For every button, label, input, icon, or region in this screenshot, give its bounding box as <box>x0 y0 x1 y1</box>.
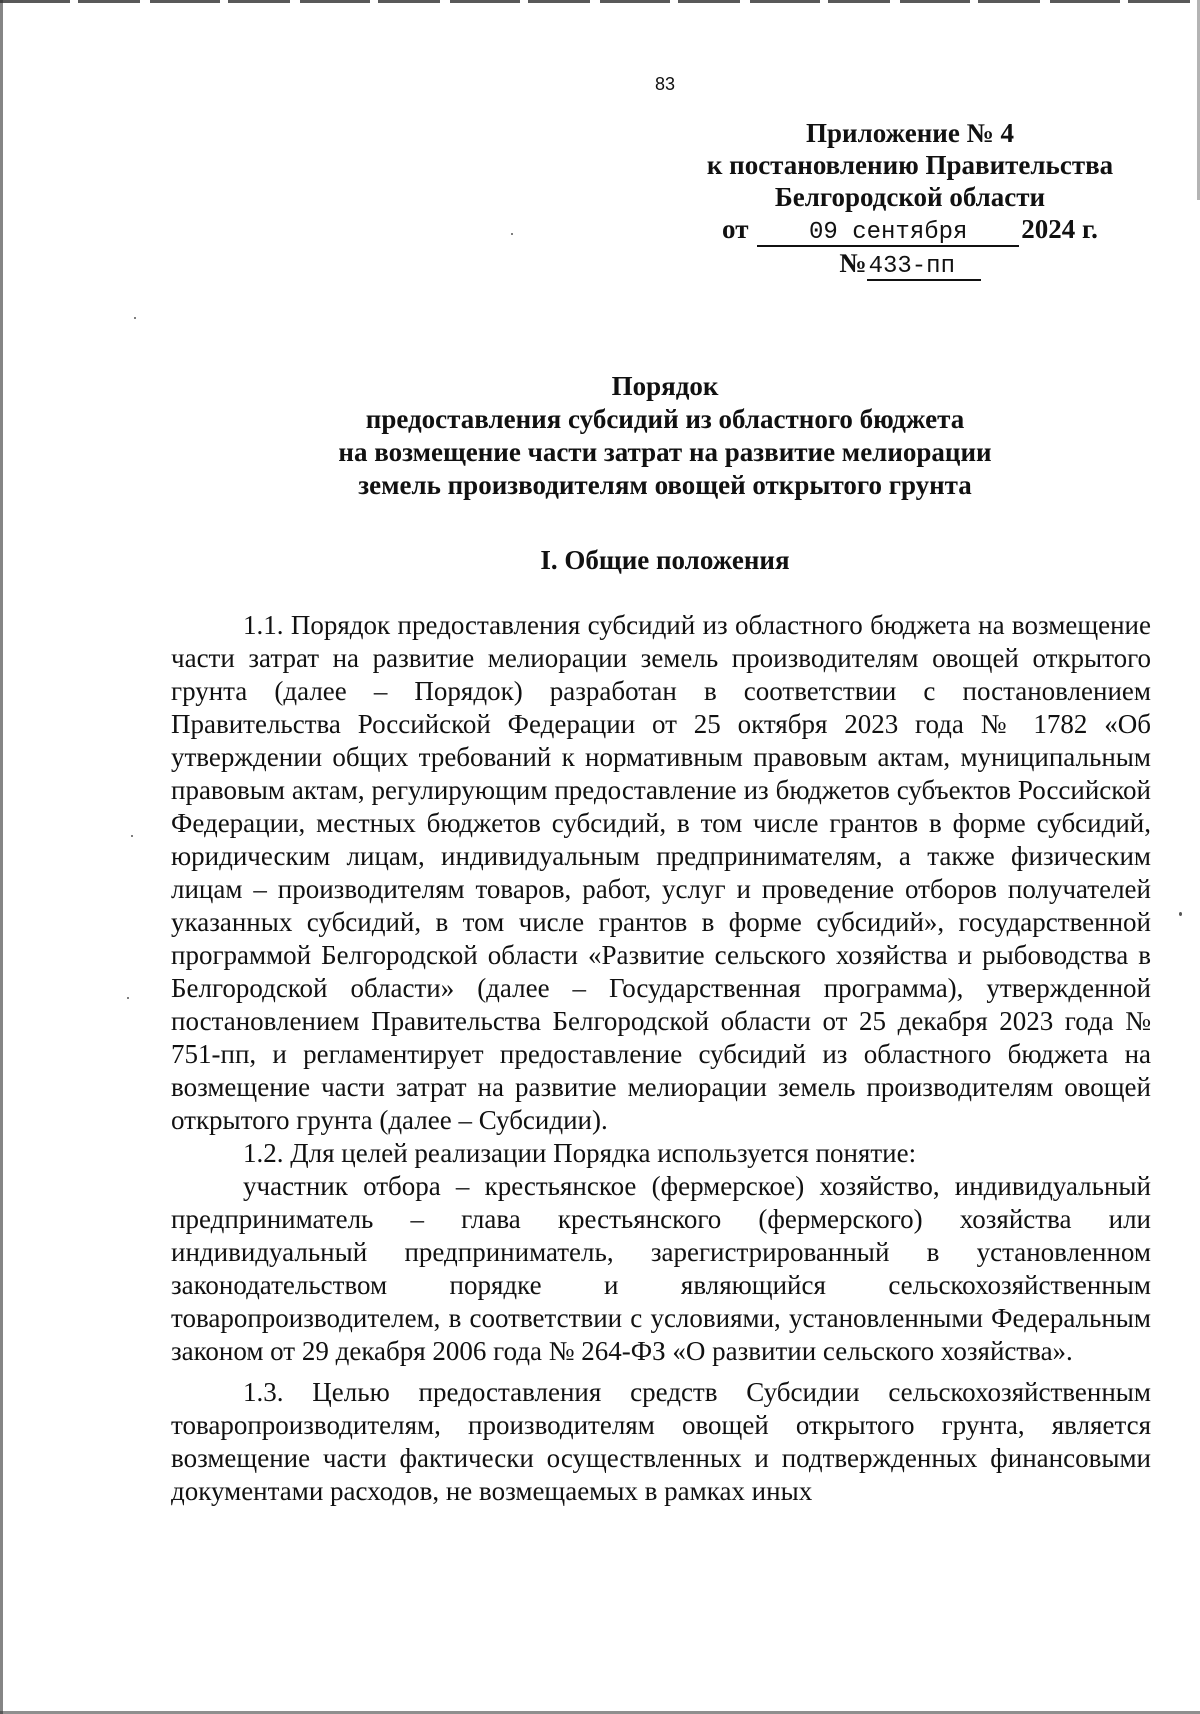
scan-speck <box>511 233 513 235</box>
scan-speck <box>127 997 129 999</box>
document-body <box>171 609 1151 1508</box>
title-line-2: предоставления субсидий из областного бюджета <box>365 404 965 434</box>
paragraph-1-1: 1.1. Порядок предоставления субсидий из областного бюджета на возмещение части затрат на развитие мелиорации земель производителям овощей открытого грунта (далее – Порядок) разработан в соответствии с постановлением Правительства Российской Федерации от 25 октября 2023 года № 1782 «Об утверждении общих требований к нормативным правовым актам, муниципальным правовым актам, регулирующим предоставление из бюджетов субъектов Российской Федерации, местных бюджетов субсидий, в том числе грантов в форме субсидий, юридическим лицам, индивидуальным предпринимателям, а также физическим лицам – производителям товаров, работ, услуг и проведение отборов получателей указанных субсидий, в том числе грантов в форме субсидий», государственной программой Белгородской области «Развитие сельского хозяйства и рыбоводства в Белгородской области» (далее – Государственная программа), утвержденной постановлением Правительства Белгородской области от 25 декабря 2023 года № 751-пп, и регламентирует предоставление субсидий из областного бюджета на возмещение части затрат на развитие мелиорации земель производителям овощей открытого грунта (далее – Субсидии). <box>171 610 1151 1135</box>
appendix-number-row <box>680 247 1140 281</box>
appendix-date-row <box>680 213 1140 247</box>
paragraph-1-2: 1.2. Для целей реализации Порядка используется понятие: <box>243 1138 917 1168</box>
number-prefix: № <box>839 248 867 278</box>
date-year: 2024 г. <box>1021 214 1098 244</box>
appendix-header <box>680 117 1140 281</box>
title-line-1: Порядок <box>611 371 719 401</box>
appendix-line-2: к постановлению Правительства <box>706 150 1114 180</box>
title-line-3: на возмещение части затрат на развитие мелиорации <box>338 437 992 467</box>
date-prefix: от <box>722 214 749 244</box>
scan-speck <box>134 317 136 319</box>
paragraph-1-3: 1.3. Целью предоставления средств Субсидии сельскохозяйственным товаропроизводителям, производителям овощей открытого грунта, является возмещение части фактически осуществленных и подтвержденных финансовыми документами расходов, не возмещаемых в рамках иных <box>171 1377 1151 1506</box>
section-heading: I. Общие положения <box>540 545 790 575</box>
date-field: 09 сентября <box>757 221 1019 247</box>
paragraph-definition: участник отбора – крестьянское (фермерское) хозяйство, индивидуальный предприниматель – глава крестьянского (фермерского) хозяйства или индивидуальный предприниматель, зарегистрированный в установленном законодательством порядке и являющийся сельскохозяйственным товаропроизводителем, в соответствии с условиями, установленными Федеральным законом от 29 декабря 2006 года № 264-ФЗ «О развитии сельского хозяйства». <box>171 1171 1151 1366</box>
number-field: 433-пп <box>867 255 981 281</box>
scan-speck <box>1179 912 1182 916</box>
document-title <box>170 370 1160 502</box>
page-number: 83 <box>654 74 676 94</box>
appendix-line-1: Приложение № 4 <box>806 118 1014 148</box>
appendix-line-3: Белгородской области <box>774 182 1046 212</box>
scan-speck <box>131 835 133 837</box>
scan-edge-left <box>0 0 3 1714</box>
scan-edge-top <box>0 0 1200 3</box>
title-line-4: земель производителям овощей открытого грунта <box>358 470 972 500</box>
